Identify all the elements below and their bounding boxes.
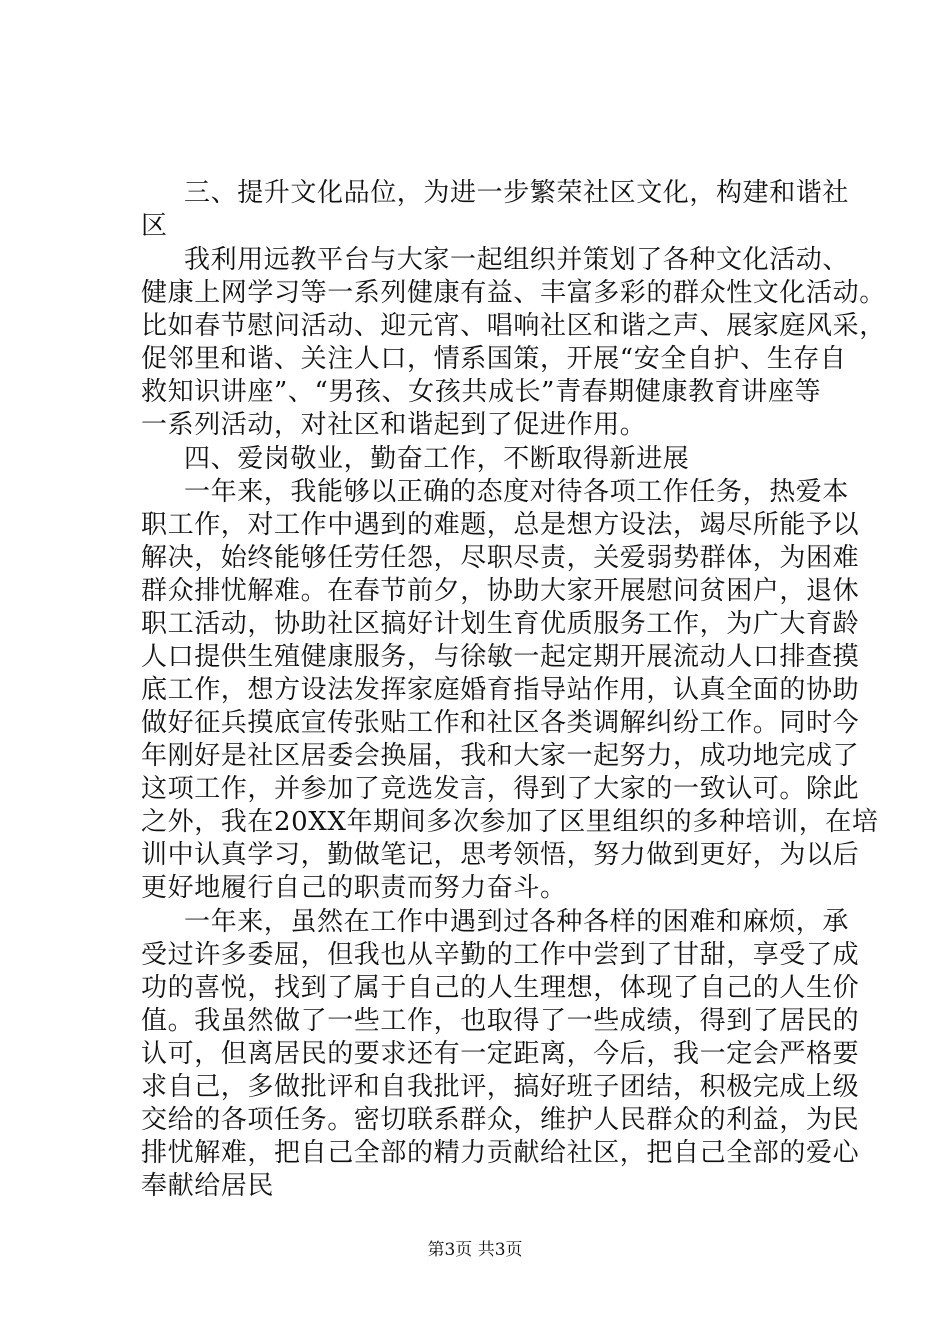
page-number-footer: 第3页 共3页 — [427, 1240, 523, 1260]
paragraph-line: 一系列活动，对社区和谐起到了促进作用。 — [141, 410, 647, 440]
section-heading-4: 四、爱岗敬业，勤奋工作，不断取得新进展 — [184, 444, 690, 474]
paragraph-line: 年刚好是社区居委会换届，我和大家一起努力，成功地完成了 — [141, 741, 860, 771]
paragraph-line: 训中认真学习，勤做笔记，思考领悟，努力做到更好，为以后 — [141, 840, 860, 870]
paragraph-line: 健康上网学习等一系列健康有益、丰富多彩的群众性文化活动。 — [141, 278, 886, 308]
paragraph-line: 受过许多委屈，但我也从辛勤的工作中尝到了甘甜，享受了成 — [141, 940, 860, 970]
paragraph-line: 底工作，想方设法发挥家庭婚育指导站作用，认真全面的协助 — [141, 675, 860, 705]
paragraph-line: 这项工作，并参加了竞选发言，得到了大家的一致认可。除此 — [141, 774, 860, 804]
paragraph-line: 功的喜悦，找到了属于自己的人生理想，体现了自己的人生价 — [141, 973, 860, 1003]
paragraph-line: 之外，我在20XX年期间多次参加了区里组织的多种培训，在培 — [141, 807, 879, 837]
section-heading-3: 三、提升文化品位，为进一步繁荣社区文化，构建和谐社 — [184, 178, 850, 208]
paragraph-line: 排忧解难，把自己全部的精力贡献给社区，把自己全部的爱心 — [141, 1138, 860, 1168]
section-heading-3-cont: 区 — [141, 211, 168, 241]
paragraph-line: 群众排忧解难。在春节前夕，协助大家开展慰问贫困户，退休 — [141, 576, 860, 606]
paragraph-line: 我利用远教平台与大家一起组织并策划了各种文化活动、 — [184, 245, 850, 275]
paragraph-line: 更好地履行自己的职责而努力奋斗。 — [141, 873, 567, 903]
paragraph-line: 解决，始终能够任劳任怨，尽职尽责，关爱弱势群体，为困难 — [141, 543, 860, 573]
paragraph-line: 比如春节慰问活动、迎元宵、唱响社区和谐之声、展家庭风采， — [141, 311, 886, 341]
paragraph-line: 救知识讲座”、“男孩、女孩共成长”青春期健康教育讲座等 — [141, 377, 822, 407]
paragraph-line: 奉献给居民 — [141, 1171, 275, 1201]
paragraph-line: 交给的各项任务。密切联系群众，维护人民群众的利益，为民 — [141, 1105, 860, 1135]
paragraph-line: 值。我虽然做了一些工作，也取得了一些成绩，得到了居民的 — [141, 1006, 860, 1036]
paragraph-line: 做好征兵摸底宣传张贴工作和社区各类调解纠纷工作。同时今 — [141, 708, 860, 738]
paragraph-line: 人口提供生殖健康服务，与徐敏一起定期开展流动人口排查摸 — [141, 642, 860, 672]
paragraph-line: 职工作，对工作中遇到的难题，总是想方设法，竭尽所能予以 — [141, 510, 860, 540]
paragraph-line: 一年来，虽然在工作中遇到过各种各样的困难和麻烦，承 — [184, 907, 850, 937]
paragraph-line: 认可，但离居民的要求还有一定距离，今后，我一定会严格要 — [141, 1039, 860, 1069]
paragraph-line: 职工活动，协助社区搞好计划生育优质服务工作，为广大育龄 — [141, 609, 860, 639]
paragraph-line: 求自己，多做批评和自我批评，搞好班子团结，积极完成上级 — [141, 1072, 860, 1102]
paragraph-line: 一年来，我能够以正确的态度对待各项工作任务，热爱本 — [184, 477, 850, 507]
paragraph-line: 促邻里和谐、关注人口，情系国策，开展“安全自护、生存自 — [141, 344, 847, 374]
